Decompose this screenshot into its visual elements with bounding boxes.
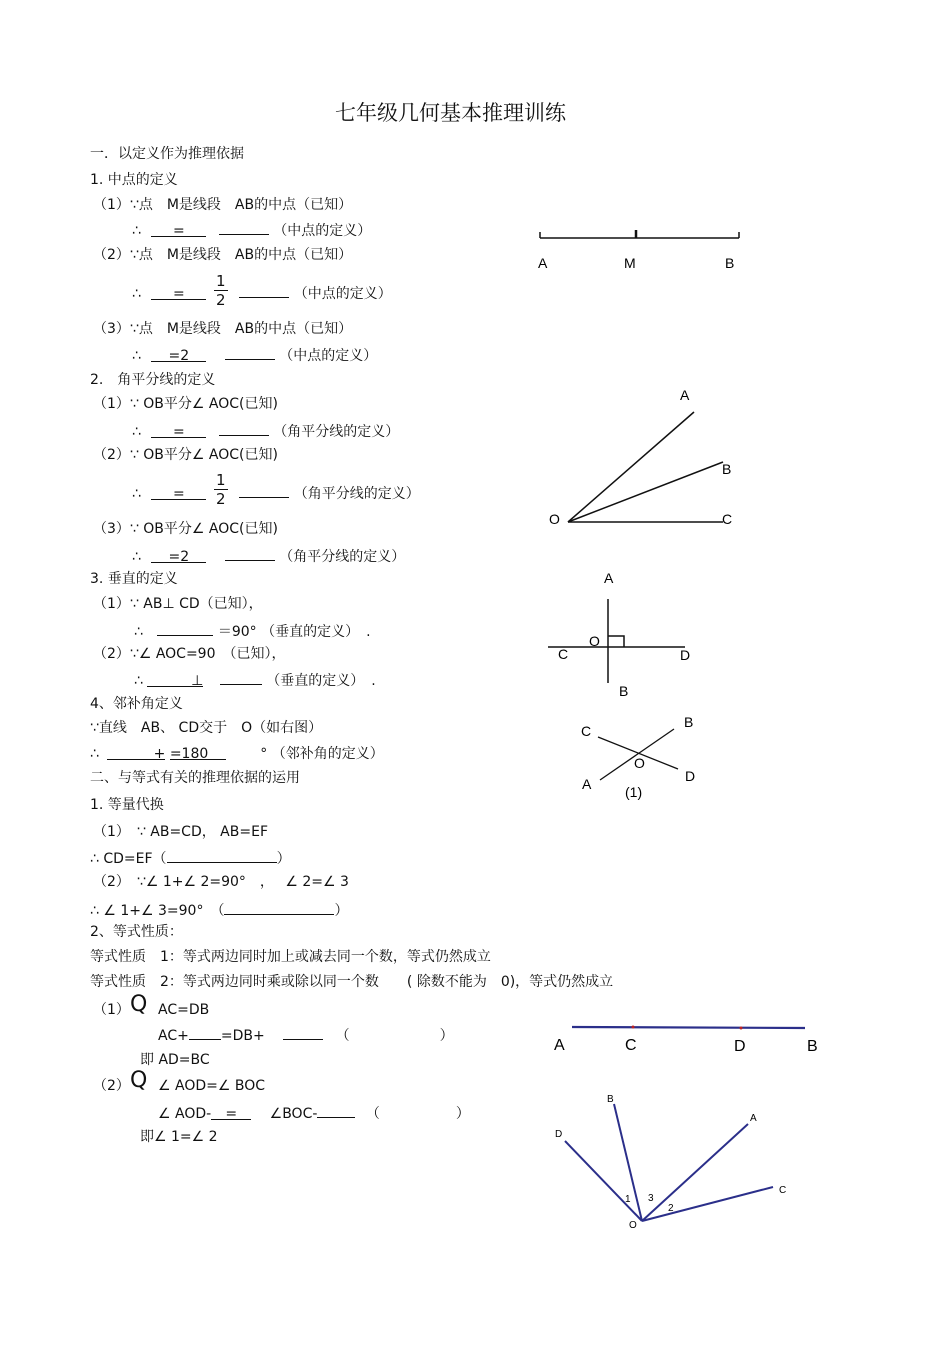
label-C: C [581, 723, 592, 739]
reason: （角平分线的定义） [279, 549, 406, 565]
label-A: A [582, 776, 592, 792]
blank[interactable] [239, 283, 289, 298]
answer-line [132, 546, 405, 566]
numerator: 1 [216, 272, 226, 290]
text-line: （1）∵ AB⊥ CD（已知）， [93, 596, 263, 612]
therefore-symbol: ∴ [134, 624, 143, 640]
blank[interactable] [219, 220, 269, 235]
answer-line [134, 621, 371, 641]
fraction-one-half [214, 272, 228, 309]
blank[interactable] [151, 548, 206, 563]
reason: （垂直的定义） . [261, 624, 371, 640]
answer-line [132, 483, 420, 503]
given: AC=DB [158, 1002, 210, 1018]
equals-sign: = [173, 286, 185, 302]
reason: （中点的定义） [279, 348, 378, 364]
label-B: B [619, 683, 629, 699]
label-O: O [634, 755, 645, 771]
figure-caption: (1) [625, 784, 643, 800]
label-D: D [555, 1129, 563, 1140]
label-B: B [725, 255, 735, 271]
blank[interactable] [151, 222, 206, 237]
blank[interactable] [167, 848, 277, 863]
label-M: M [624, 255, 636, 271]
blank[interactable] [283, 1025, 323, 1040]
equals-two: =2 [168, 549, 190, 565]
conclusion: 即 AD=BC [140, 1052, 210, 1068]
answer-line [90, 848, 291, 868]
reason: （垂直的定义） . [266, 673, 376, 689]
label-A: A [604, 570, 614, 586]
blank[interactable] [151, 485, 206, 500]
blank[interactable] [211, 1105, 251, 1120]
blank[interactable] [170, 745, 226, 760]
equals-sign: = [173, 424, 185, 440]
label-A: A [680, 387, 690, 403]
label-C: C [558, 646, 569, 662]
answer-line [132, 220, 371, 240]
text-line: （3）∵ OB平分∠ AOC(已知) [93, 521, 278, 537]
label-O: O [589, 633, 600, 649]
blank[interactable] [157, 621, 213, 636]
therefore-symbol: ∴ [132, 348, 141, 364]
rays-figure [545, 1088, 805, 1238]
denominator: 2 [216, 291, 226, 309]
label-angle-3: 3 [648, 1193, 654, 1204]
text-line: （3）∵点 M是线段 AB的中点（已知） [93, 321, 353, 337]
equals-sign: = [225, 1106, 238, 1122]
text-line: （1）∵点 M是线段 AB的中点（已知） [93, 197, 353, 213]
label-D: D [734, 1038, 746, 1055]
subsection-heading: 3. 垂直的定义 [90, 571, 178, 587]
term: AC+ [158, 1028, 189, 1044]
blank[interactable] [107, 745, 165, 760]
label-O: O [629, 1220, 637, 1231]
therefore-symbol: ∴ [132, 223, 141, 239]
answer-line [90, 745, 384, 763]
equals-ninety: ＝90° [217, 624, 257, 640]
perpendicular-figure [540, 565, 710, 705]
reason: （邻补角的定义） [271, 746, 384, 762]
because-glyph: Q [130, 992, 148, 1017]
label-C: C [722, 511, 733, 527]
statement: ∠ 1+∠ 3=90° （ [103, 903, 225, 919]
section-heading: 一．以定义作为推理依据 [90, 146, 244, 162]
label-D: D [680, 647, 691, 663]
blank[interactable] [189, 1025, 221, 1040]
blank[interactable] [225, 546, 275, 561]
blank[interactable] [220, 670, 262, 685]
paren-close: ） [439, 1028, 454, 1044]
text-line: （2）∵点 M是线段 AB的中点（已知） [93, 247, 353, 263]
therefore-symbol: ∴ [134, 673, 143, 689]
section-heading: 二、与等式有关的推理依据的运用 [90, 770, 300, 786]
statement: CD=EF（ [103, 851, 167, 867]
therefore-symbol: ∴ [132, 486, 141, 502]
denominator: 2 [216, 490, 226, 508]
subsection-heading: 2. 角平分线的定义 [90, 372, 216, 388]
text-line: （2） ∵∠ 1+∠ 2=90° ， ∠ 2=∠ 3 [93, 874, 349, 890]
subsection-heading: 1. 等量代换 [90, 797, 164, 813]
therefore-symbol: ∴ [90, 903, 99, 919]
label-B: B [684, 714, 694, 730]
paren-open: （ [335, 1028, 350, 1044]
numerator: 1 [216, 471, 226, 489]
label-angle-2: 2 [668, 1203, 674, 1214]
subsection-heading: 4、邻补角定义 [90, 696, 183, 712]
answer-line [90, 900, 348, 920]
therefore-symbol: ∴ [90, 746, 99, 762]
line-figure [545, 1012, 835, 1062]
perp-symbol: ⊥ [191, 673, 204, 689]
exercise-number: （1） [93, 1002, 130, 1018]
degree-symbol: ° [260, 746, 268, 762]
term: ∠ AOD- [158, 1106, 212, 1122]
label-A: A [750, 1113, 757, 1124]
segment-figure [530, 222, 750, 282]
equals-sign: = [173, 486, 185, 502]
equals-180: =180 [169, 746, 209, 762]
blank[interactable] [151, 347, 206, 362]
text-line: （1） ∵ AB=CD， AB=EF [93, 824, 268, 840]
answer-line [132, 345, 377, 365]
label-C: C [625, 1037, 637, 1054]
equals-two: =2 [168, 348, 190, 364]
label-B: B [607, 1094, 614, 1105]
intersecting-lines-figure [570, 705, 710, 805]
blank[interactable] [151, 423, 206, 438]
conclusion: 即∠ 1=∠ 2 [140, 1129, 218, 1145]
blank[interactable] [317, 1103, 355, 1118]
label-A: A [538, 255, 548, 271]
label-angle-1: 1 [625, 1194, 631, 1205]
label-A: A [554, 1037, 565, 1054]
text-line: （1）∵ OB平分∠ AOC(已知) [93, 396, 278, 412]
label-C: C [779, 1185, 787, 1196]
paren-close: ） [334, 903, 349, 919]
blank[interactable] [219, 421, 269, 436]
label-O: O [549, 511, 560, 527]
reason: （角平分线的定义） [293, 486, 420, 502]
equals-sign: = [173, 223, 185, 239]
text-line: （2）∵∠ AOC=90 （已知）， [93, 646, 286, 662]
term: ∠BOC- [269, 1106, 318, 1122]
paren-close: ） [276, 851, 291, 867]
fraction-one-half [214, 471, 228, 508]
answer-line [134, 670, 376, 690]
given: ∠ AOD=∠ BOC [158, 1078, 266, 1094]
because-glyph: Q [130, 1068, 148, 1093]
blank[interactable] [239, 483, 289, 498]
reason: （中点的定义） [273, 223, 372, 239]
text-line: （2）∵ OB平分∠ AOC(已知) [93, 447, 278, 463]
therefore-symbol: ∴ [132, 549, 141, 565]
step-line [158, 1103, 470, 1123]
answer-line [132, 421, 399, 441]
therefore-symbol: ∴ [132, 286, 141, 302]
paren-open: （ [365, 1106, 380, 1122]
reason: （角平分线的定义） [273, 424, 400, 440]
property-2: 等式性质 2：等式两边同时乘或除以同一个数 ( 除数不能为 0)，等式仍然成立 [90, 974, 614, 990]
blank[interactable] [225, 345, 275, 360]
exercise-number: （2） [93, 1078, 130, 1094]
answer-line [132, 283, 392, 303]
therefore-symbol: ∴ [132, 424, 141, 440]
blank[interactable] [147, 672, 203, 687]
subsection-heading: 2、等式性质： [90, 924, 183, 940]
subsection-heading: 1. 中点的定义 [90, 172, 178, 188]
reason: （中点的定义） [293, 286, 392, 302]
label-D: D [685, 768, 696, 784]
step-line [158, 1025, 454, 1045]
therefore-symbol: ∴ [90, 851, 99, 867]
blank[interactable] [224, 900, 334, 915]
paren-close: ） [455, 1106, 470, 1122]
label-B: B [722, 461, 732, 477]
label-B: B [807, 1038, 818, 1055]
page-title: 七年级几何基本推理训练 [335, 101, 566, 125]
text-line: ∵直线 AB、 CD交于 O（如右图） [90, 720, 323, 736]
property-1: 等式性质 1：等式两边同时加上或减去同一个数，等式仍然成立 [90, 949, 491, 965]
plus-sign: + [153, 746, 166, 762]
blank[interactable] [151, 285, 206, 300]
angle-figure [540, 380, 750, 540]
term: =DB+ [220, 1028, 265, 1044]
